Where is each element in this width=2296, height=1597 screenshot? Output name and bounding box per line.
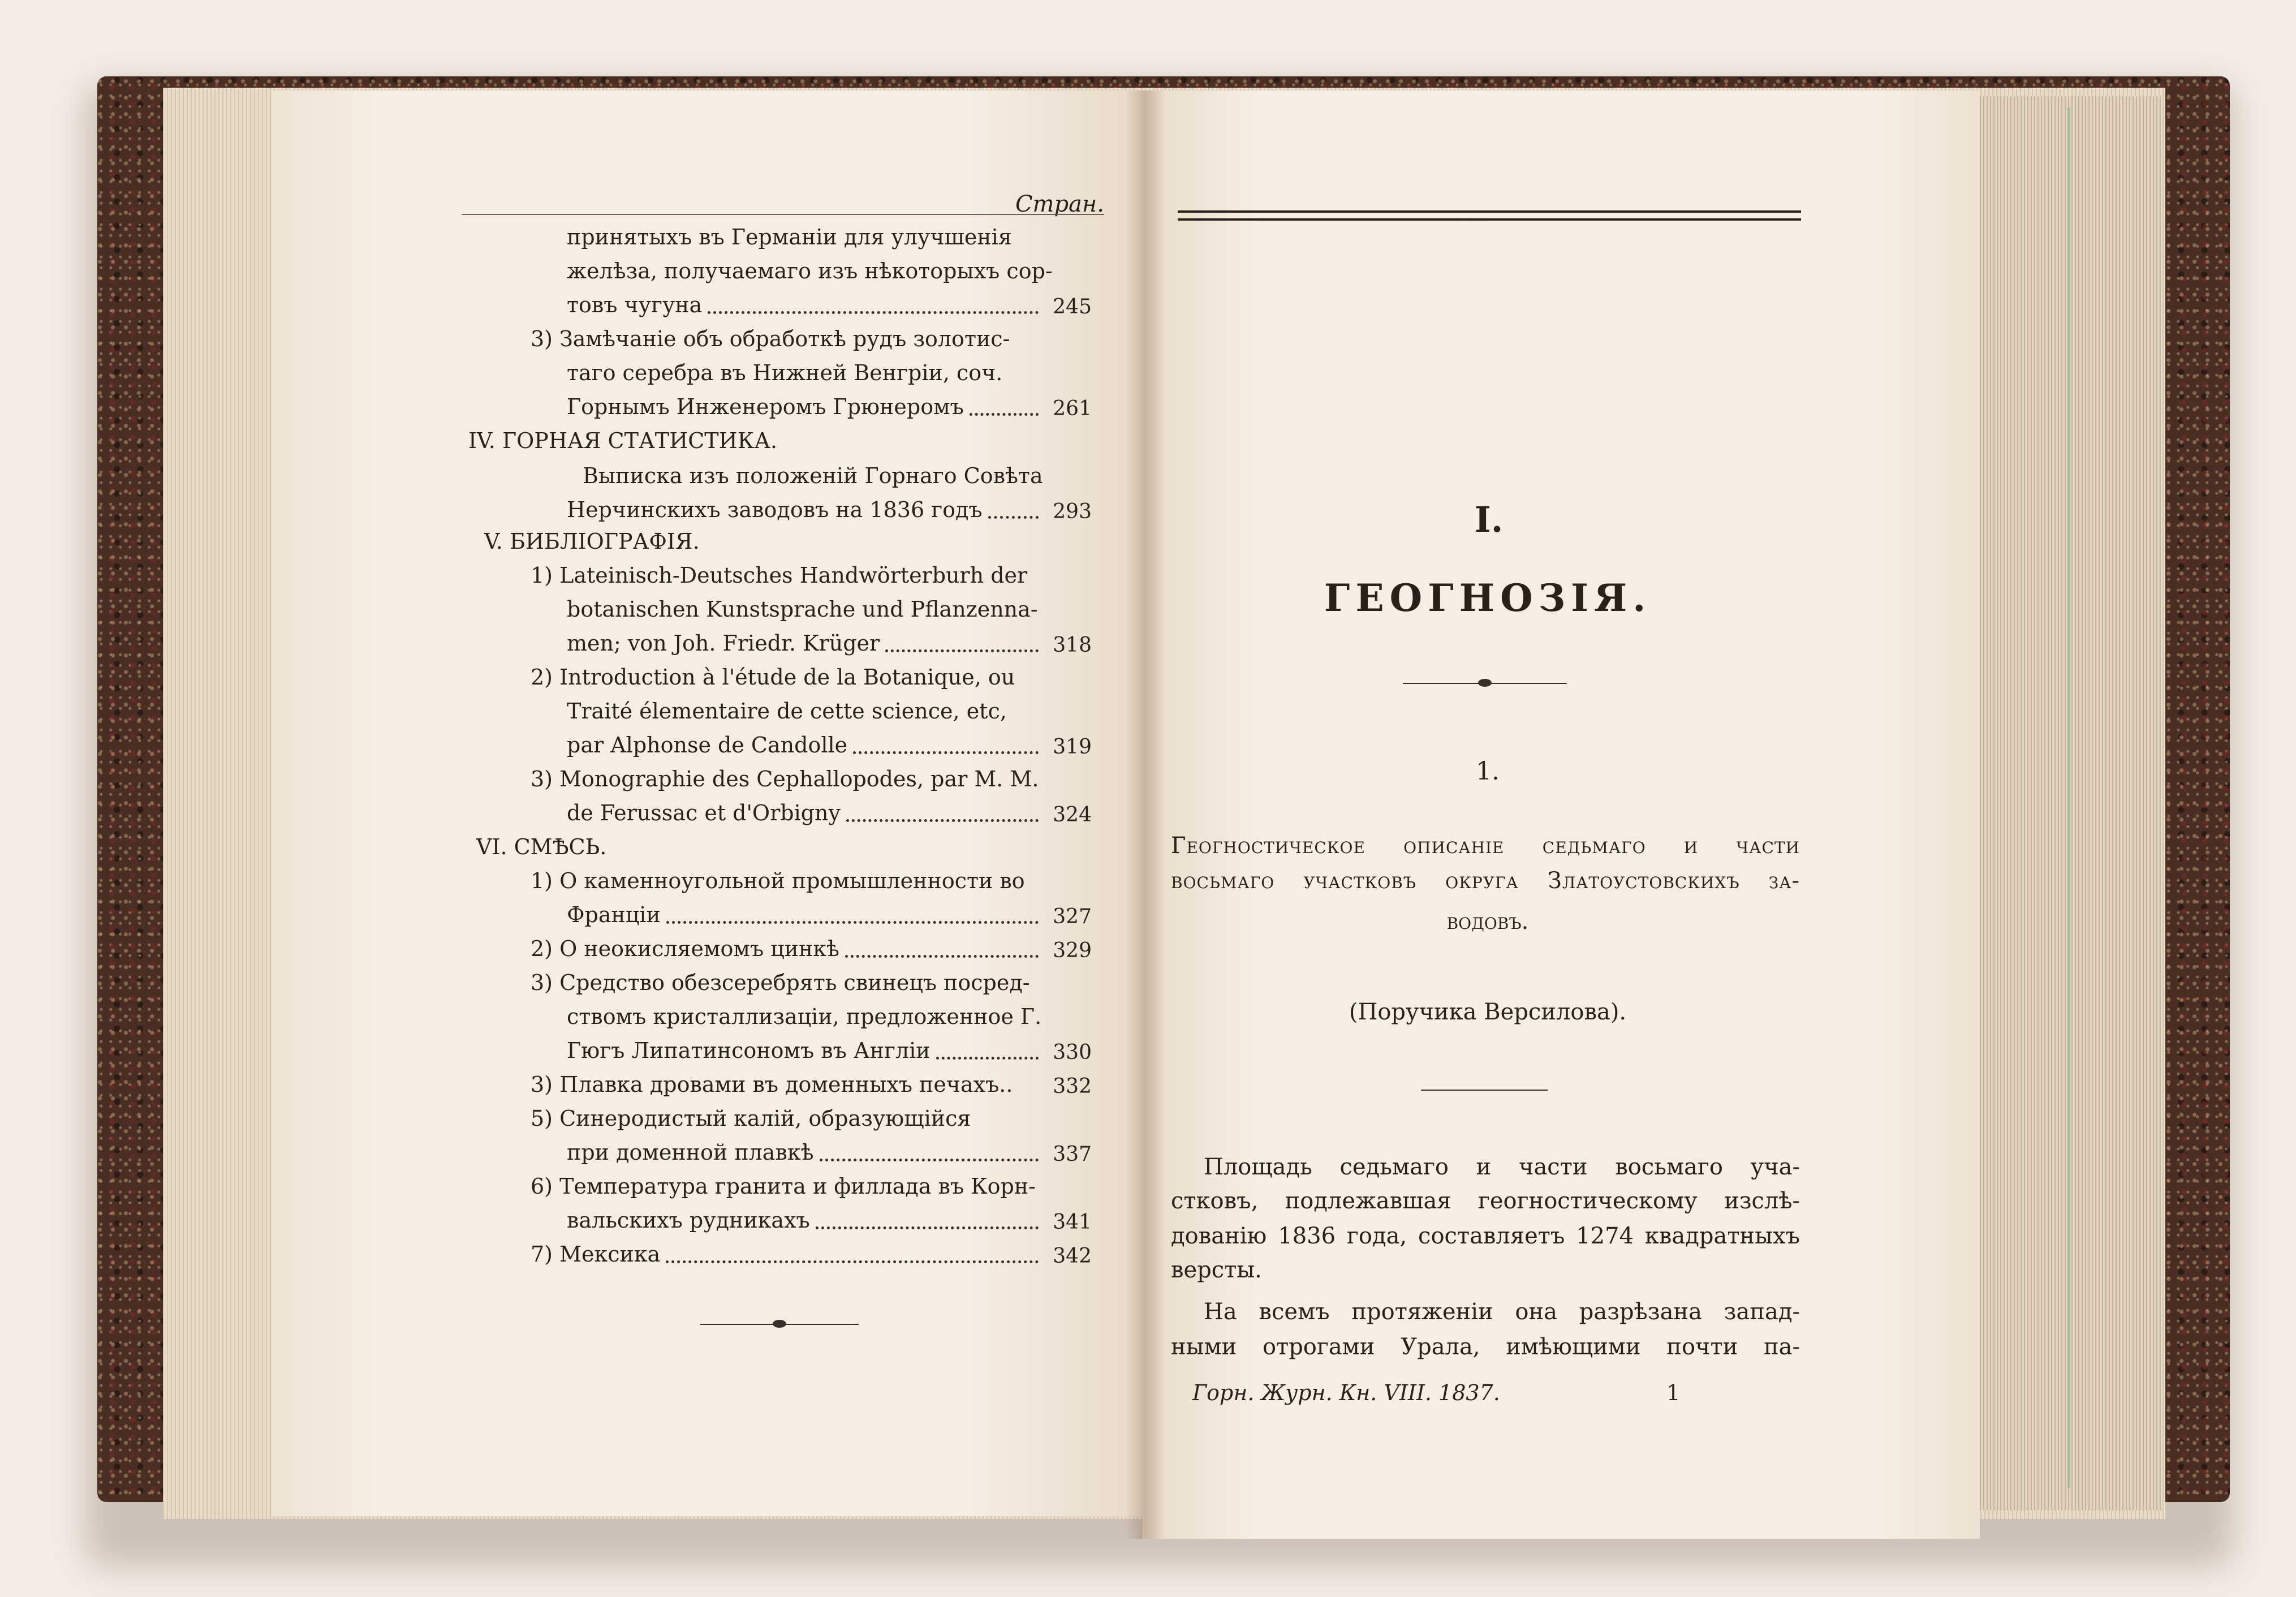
toc-entry-text: IV. ГОРНАЯ СТАТИСТИКА. [468, 428, 778, 453]
toc-entry-text: 7) Мексика [531, 1242, 661, 1267]
toc-page-number: 327 [1053, 905, 1092, 928]
toc-page-number: 341 [1053, 1211, 1092, 1234]
toc-page-number: 293 [1053, 500, 1092, 523]
dot-leader [845, 955, 1039, 958]
toc-page-number: 337 [1053, 1143, 1092, 1166]
toc-entry-text: de Ferussac et d'Orbigny [567, 800, 841, 825]
body-line: дованію 1836 года, составляетъ 1274 квадратныхъ [1171, 1223, 1800, 1249]
dot-leader [820, 1159, 1039, 1161]
toc-entry-text: 2) О неокисляемомъ цинкѣ [531, 936, 839, 961]
body-line: стковъ, подлежавшая геогностическому изслѣ- [1171, 1188, 1800, 1214]
dot-leader [666, 921, 1039, 924]
body-line: На всемъ протяженіи она разрѣзана запад- [1204, 1299, 1800, 1325]
toc-entry-text: таго серебра въ Нижней Венгріи, соч. [567, 360, 1003, 385]
toc-entry-text: 1) О каменноугольной промышленности во [531, 868, 1025, 893]
toc-entry-text: VI. СМѢСЬ. [476, 834, 607, 859]
toc-entry-text: 6) Температура гранита и филлада въ Корн- [531, 1174, 1036, 1199]
dot-leader [936, 1057, 1039, 1060]
article-title-line: Геогностическое описаніе седьмаго и части [1171, 833, 1800, 859]
page-number: 1 [1666, 1380, 1681, 1405]
toc-page-number: 342 [1053, 1245, 1092, 1268]
toc-entry-text: ствомъ кристаллизаціи, предложенное Г. [567, 1004, 1042, 1029]
toc-entry-text: men; von Joh. Friedr. Krüger [567, 631, 880, 656]
double-top-rule [1178, 210, 1801, 221]
toc-page-number: 318 [1053, 634, 1092, 657]
dot-leader [988, 516, 1039, 519]
toc-page-number: 245 [1053, 295, 1092, 318]
end-ornament [700, 1321, 859, 1327]
section-title: ГЕОГНОЗІЯ. [1324, 576, 1652, 620]
body-line: Площадь седьмаго и части восьмаго уча- [1204, 1154, 1800, 1180]
toc-entry-text: принятыхъ въ Германіи для улучшенія [567, 225, 1012, 249]
toc-entry-text: вальскихъ рудникахъ [567, 1208, 810, 1233]
author-line: (Поручика Версилова). [1349, 999, 1627, 1025]
body-line: ными отрогами Урала, имѣющими почти па- [1171, 1334, 1800, 1360]
author-underline [1421, 1090, 1548, 1091]
toc-entry-text: Горнымъ Инженеромъ Грюнеромъ [567, 394, 964, 419]
toc-entry-text: Франціи [567, 902, 661, 927]
page-footer-signature: Горн. Журн. Кн. VIII. 1837. [1192, 1380, 1500, 1405]
dot-leader [853, 751, 1039, 754]
toc-entry-text: V. БИБЛІОГРАФІЯ. [484, 529, 700, 554]
article-number: 1. [1476, 757, 1500, 786]
toc-entry-text: при доменной плавкѣ [567, 1140, 814, 1165]
toc-entry-text: 1) Lateinisch-Deutsches Handwörterburh der [531, 563, 1028, 588]
dot-leader [666, 1260, 1039, 1263]
toc-entry-text: Нерчинскихъ заводовъ на 1836 годъ [567, 497, 983, 522]
toc-entry-text: товъ чугуна [567, 292, 703, 317]
article-title-line: восьмаго участковъ округа Златоустовскихъ за- [1171, 868, 1800, 894]
dot-leader [708, 311, 1039, 314]
toc-entry-text: 3) Плавка дровами въ доменныхъ печахъ.. [531, 1072, 1013, 1097]
toc-entry-text: Гюгъ Липатинсономъ въ Англіи [567, 1038, 931, 1063]
title-ornament [1403, 681, 1567, 686]
toc-entry-text: 3) Monographie des Cephallopodes, par M. M. [531, 767, 1039, 791]
header-rule [462, 214, 1104, 215]
toc-entry-text: 2) Introduction à l'étude de la Botanique, ou [531, 665, 1015, 690]
toc-entry-text: 5) Синеродистый калій, образующійся [531, 1106, 971, 1131]
toc-page-number: 261 [1053, 397, 1092, 420]
dot-leader [885, 649, 1039, 652]
toc-entry-text: Traité élementaire de cette science, etc, [567, 699, 1007, 724]
toc-entry-text: botanischen Kunstsprache und Pflanzenna- [567, 597, 1038, 622]
section-numeral: I. [1474, 499, 1504, 540]
toc-entry-text: 3) Замѣчаніе объ обработкѣ рудъ золотис- [531, 326, 1010, 351]
dot-leader [970, 413, 1039, 416]
toc-page-number: 330 [1053, 1041, 1092, 1064]
page-column-header: Стран. [1015, 191, 1104, 217]
toc-entry-text: желѣза, получаемаго изъ нѣкоторыхъ сор- [567, 259, 1053, 283]
body-line: версты. [1171, 1257, 1262, 1283]
page-edges-right [1980, 96, 2161, 1510]
toc-entry-text: 3) Средство обезсеребрять свинецъ посред- [531, 970, 1030, 995]
toc-page-number: 332 [1053, 1075, 1092, 1098]
toc-entry-text: Выписка изъ положеній Горнаго Совѣта [583, 463, 1043, 488]
book-gutter [1126, 91, 1165, 1539]
article-title-line: водовъ. [1446, 909, 1529, 935]
page-edge-stripe [2067, 107, 2070, 1488]
toc-page-number: 324 [1053, 803, 1092, 827]
dot-leader [846, 819, 1039, 822]
toc-entry-text: par Alphonse de Candolle [567, 733, 848, 757]
dot-leader [816, 1226, 1039, 1229]
toc-page-number: 329 [1053, 939, 1092, 962]
toc-page-number: 319 [1053, 735, 1092, 759]
